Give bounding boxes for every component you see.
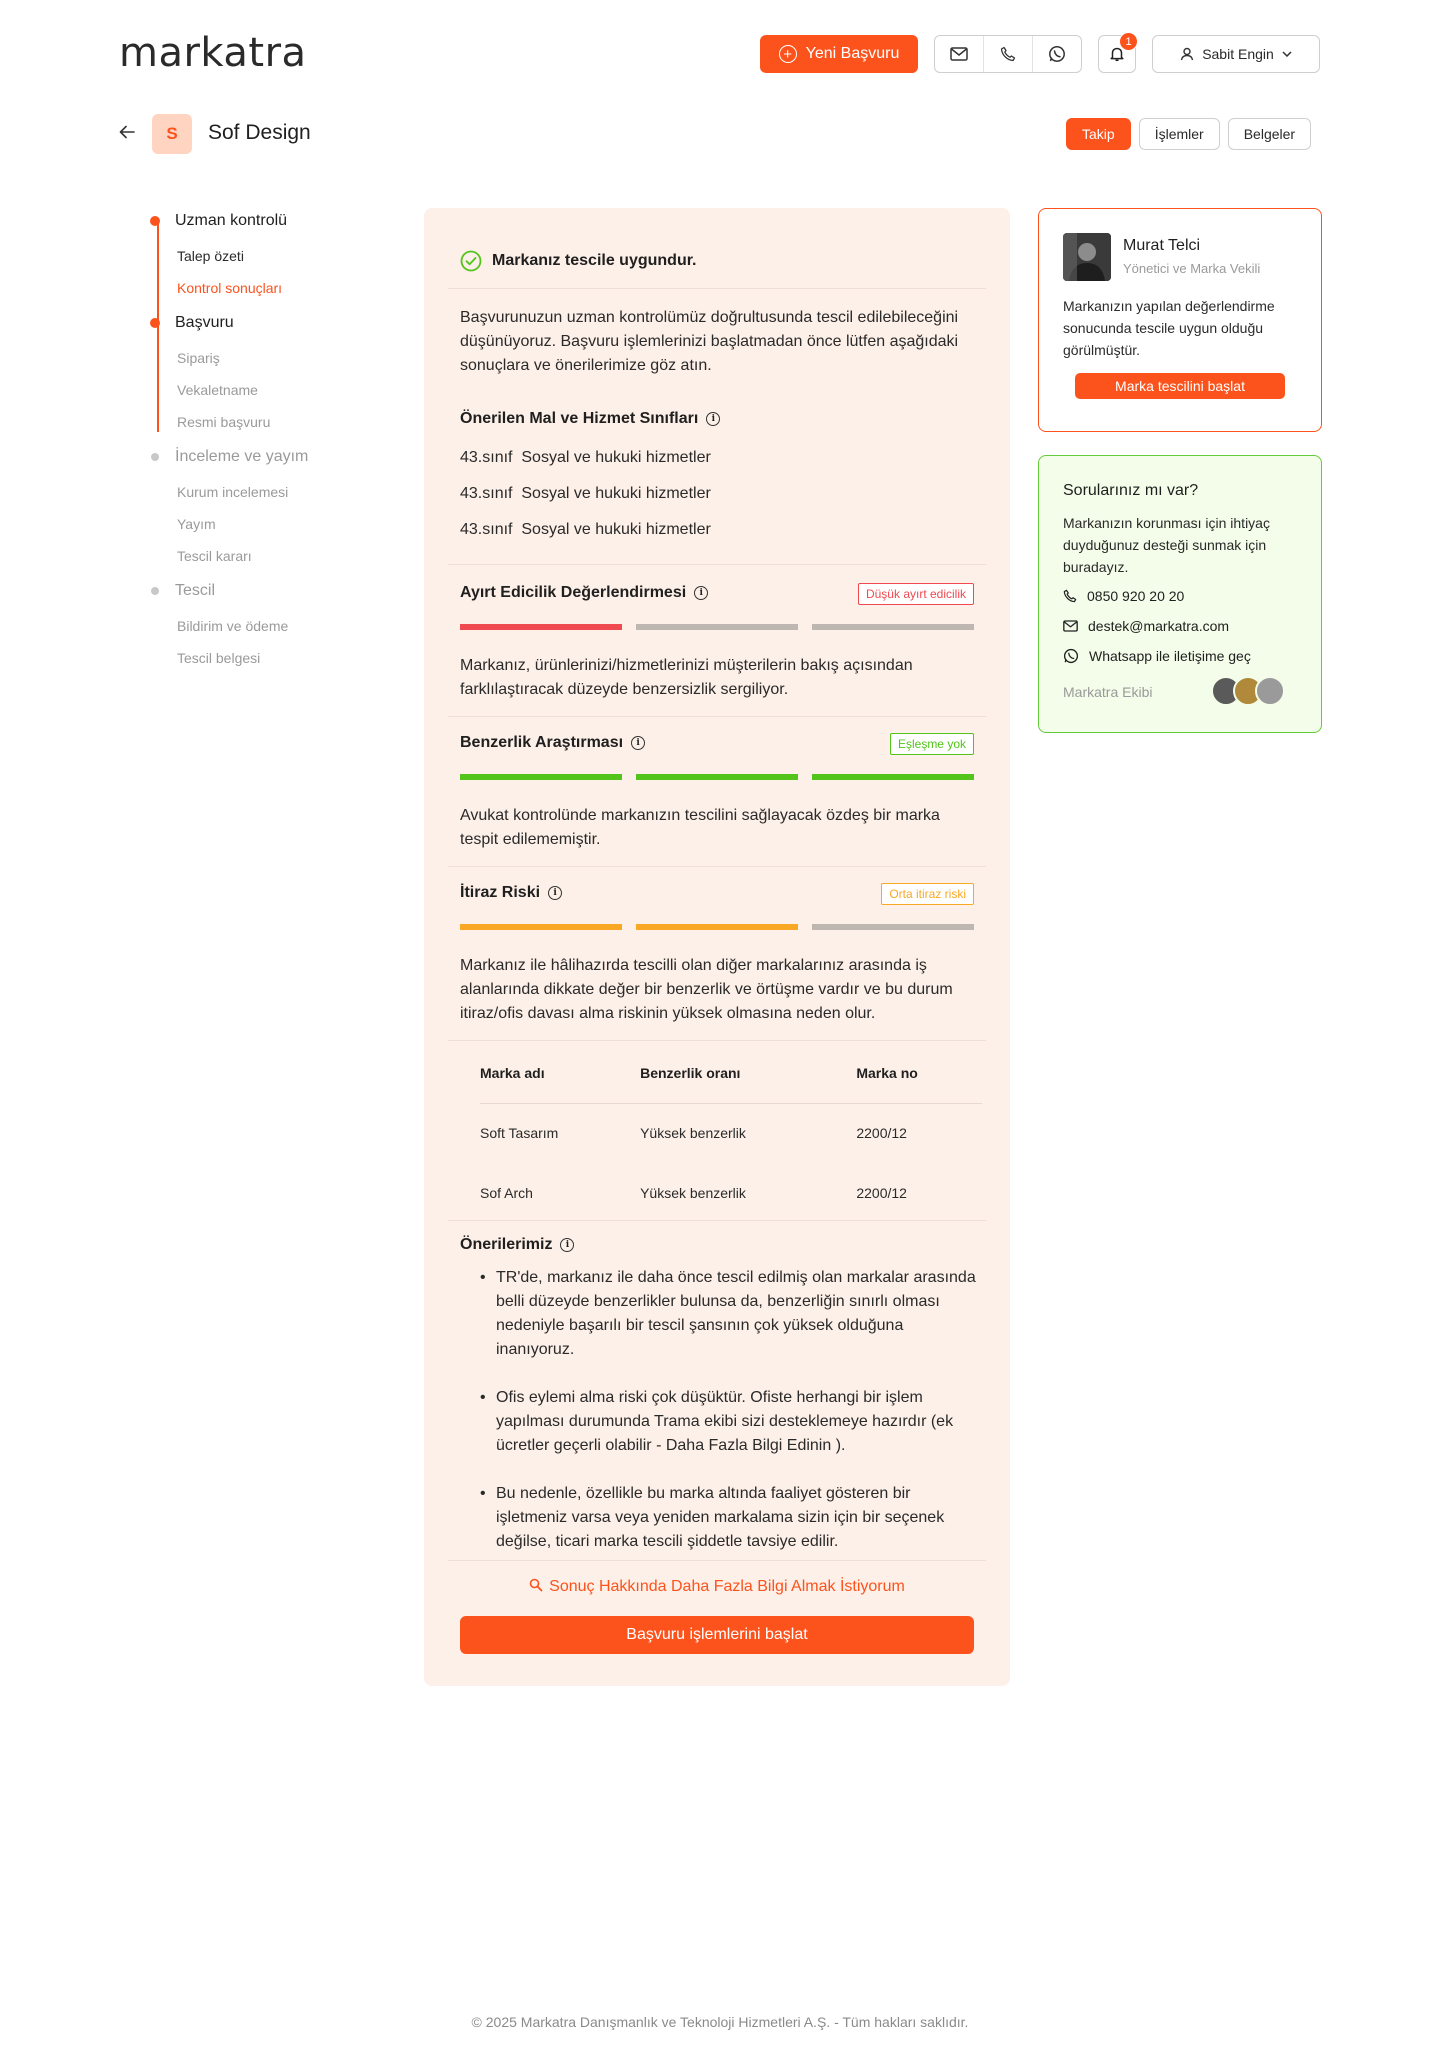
objection-title: İtiraz Riski: [460, 884, 541, 901]
class-item: 43.sınıf Sosyal ve hukuki hizmetler: [460, 449, 711, 466]
column-header: Marka no: [856, 1043, 982, 1103]
brand-avatar: S: [152, 114, 192, 154]
user-name: Sabit Engin: [1202, 46, 1274, 62]
step-dot: [151, 587, 159, 595]
substep-kurum-incelemesi[interactable]: Kurum incelemesi: [177, 484, 289, 500]
intro-text: Başvurunuzun uzman kontrolümüz doğrultusunda tescil edilebileceğini düşünüyoruz. Başvuru işlemlerinizi başlatmadan önce lütfen aşağıdaki sonuçlara ve önerilerimize göz atın.: [460, 309, 959, 374]
similarity-bar-segment: [460, 774, 622, 780]
step-inceleme-ve-yayim[interactable]: [150, 448, 308, 466]
whatsapp-label: Whatsapp ile iletişime geç: [1089, 648, 1251, 664]
classes-heading: [460, 410, 720, 428]
classes-title: Önerilen Mal ve Hizmet Sınıfları: [460, 410, 699, 427]
substep-talep-ozeti[interactable]: Talep özeti: [177, 248, 244, 264]
step-dot: [150, 318, 160, 328]
info-icon[interactable]: i: [694, 586, 708, 600]
distinctiveness-badge: Düşük ayırt edicilik: [858, 583, 974, 605]
results-card: [424, 208, 1010, 1686]
objection-bar-segment: [460, 924, 622, 930]
help-phone[interactable]: [1063, 588, 1184, 604]
substep-tescil-karari[interactable]: Tescil kararı: [177, 548, 252, 564]
arrow-left-icon: [119, 125, 135, 139]
substep-siparis[interactable]: Sipariş: [177, 350, 220, 366]
table-cell: 2200/12: [856, 1185, 907, 1201]
objection-badge: Orta itiraz riski: [881, 883, 974, 905]
agent-name: Murat Telci: [1123, 237, 1201, 254]
logo[interactable]: markatra: [119, 30, 307, 76]
whatsapp-icon: [1048, 45, 1066, 63]
distinctiveness-heading: [460, 584, 708, 602]
step-uzman-kontrolu[interactable]: [150, 212, 287, 230]
substep-yayim[interactable]: Yayım: [177, 516, 216, 532]
column-header: Benzerlik oranı: [640, 1043, 856, 1103]
phone-button[interactable]: [984, 36, 1033, 72]
step-dot: [151, 453, 159, 461]
agent-avatar: [1063, 233, 1111, 281]
new-application-label: Yeni Başvuru: [805, 45, 900, 62]
user-icon: [1180, 47, 1194, 61]
recommendations-title: Önerilerimiz: [460, 1236, 553, 1253]
list-item: • Bu nedenle, özellikle bu marka altında faaliyet gösteren bir işletmeniz varsa veya yeniden markalama sizin için bir seçenek değilse, ticari marka tescili şiddetle tavsiye edilir.: [472, 1482, 982, 1554]
similarity-text: Avukat kontrolünde markanızın tescilini sağlayacak özdeş bir marka tespit edilememiştir.: [460, 807, 940, 848]
similarity-title: Benzerlik Araştırması: [460, 734, 624, 751]
divider: [448, 1560, 986, 1561]
objection-heading: [460, 884, 562, 902]
substep-resmi-basvuru[interactable]: Resmi başvuru: [177, 414, 271, 430]
divider: [448, 288, 986, 289]
step-label: Başvuru: [175, 314, 234, 331]
help-title: Sorularınız mı var?: [1063, 482, 1199, 499]
page-tabs: [1066, 118, 1311, 150]
distinctiveness-bar-segment: [812, 624, 974, 630]
page-title: Sof Design: [208, 121, 311, 144]
back-button[interactable]: [117, 122, 137, 142]
similarity-bar-segment: [636, 774, 798, 780]
footer-copyright: © 2025 Markatra Danışmanlık ve Teknoloji Hizmetleri A.Ş. - Tüm hakları saklıdır.: [471, 2014, 969, 2030]
team-label: Markatra Ekibi: [1063, 684, 1153, 700]
notification-badge: 1: [1119, 32, 1138, 51]
contact-button-group: [934, 35, 1082, 73]
step-basvuru[interactable]: [150, 314, 234, 332]
similar-marks-table: [480, 1043, 982, 1223]
recommendations-heading: [460, 1236, 574, 1254]
plus-circle-icon: +: [779, 45, 797, 63]
start-registration-button[interactable]: Marka tescilini başlat: [1075, 373, 1285, 399]
mail-icon: [1063, 620, 1078, 632]
class-item: 43.sınıf Sosyal ve hukuki hizmetler: [460, 485, 711, 502]
user-menu-button[interactable]: [1152, 35, 1320, 73]
help-email[interactable]: [1063, 618, 1229, 634]
phone-icon: [1063, 589, 1077, 603]
table-header-row: [480, 1043, 982, 1103]
similarity-badge: Eşleşme yok: [890, 733, 974, 755]
help-whatsapp[interactable]: [1063, 648, 1251, 664]
objection-bar-segment: [636, 924, 798, 930]
phone-number: 0850 920 20 20: [1087, 588, 1185, 604]
recommendations-list: [472, 1266, 982, 1578]
list-item: • TR'de, markanız ile daha önce tescil edilmiş olan markalar arasında belli düzeyde benzerlikler bulunsa da, benzerliğin sınırlı olması nedeniyle başarılı bir tescil şansının çok yüksek olduğuna inanıyoruz.: [472, 1266, 982, 1362]
step-label: İnceleme ve yayım: [175, 448, 309, 465]
agent-card: [1038, 208, 1322, 432]
info-icon[interactable]: i: [706, 412, 720, 426]
team-avatars: [1219, 676, 1285, 706]
column-header: Marka adı: [480, 1043, 640, 1103]
distinctiveness-bar-segment: [460, 624, 622, 630]
step-label: Tescil: [175, 582, 216, 599]
info-icon[interactable]: i: [548, 886, 562, 900]
chevron-down-icon: [1282, 51, 1292, 57]
distinctiveness-title: Ayırt Edicilik Değerlendirmesi: [460, 584, 687, 601]
substep-tescil-belgesi[interactable]: Tescil belgesi: [177, 650, 261, 666]
objection-bar-segment: [812, 924, 974, 930]
avatar: [1255, 676, 1285, 706]
email-address: destek@markatra.com: [1088, 618, 1230, 634]
mail-icon: [950, 47, 968, 61]
substep-bildirim-ve-odeme[interactable]: Bildirim ve ödeme: [177, 618, 289, 634]
divider: [448, 716, 986, 717]
similarity-bar-segment: [812, 774, 974, 780]
distinctiveness-text: Markanız, ürünlerinizi/hizmetlerinizi müşterilerin bakış açısından farklılaştıracak düzeyde benzersizlik sergiliyor.: [460, 657, 913, 698]
mail-button[interactable]: [935, 36, 984, 72]
more-info-label: Sonuç Hakkında Daha Fazla Bilgi Almak İstiyorum: [549, 1578, 905, 1595]
tab-belgeler[interactable]: Belgeler: [1228, 118, 1311, 150]
similarity-heading: [460, 734, 645, 752]
agent-message: Markanızın yapılan değerlendirme sonucunda tescile uygun olduğu görülmüştür.: [1063, 298, 1275, 358]
table-cell: 2200/12: [856, 1125, 907, 1142]
check-circle-icon: [460, 250, 482, 272]
agent-role: Yönetici ve Marka Vekili: [1123, 261, 1261, 276]
list-item: • Ofis eylemi alma riski çok düşüktür. Ofiste herhangi bir işlem yapılması durumunda Trama ekibi sizi desteklemeye hazırdır (ek ücretler geçerli olabilir - Daha Fazla Bilgi Edinin ).: [472, 1386, 982, 1458]
divider: [448, 564, 986, 565]
help-card: [1038, 455, 1322, 733]
status-row: [460, 250, 697, 272]
whatsapp-icon: [1063, 648, 1079, 664]
substep-kontrol-sonuclari[interactable]: Kontrol sonuçları: [177, 280, 283, 296]
substep-vekaletname[interactable]: Vekaletname: [177, 382, 258, 398]
info-icon[interactable]: i: [631, 736, 645, 750]
info-icon[interactable]: i: [560, 1238, 574, 1252]
help-text: Markanızın korunması için ihtiyaç duyduğunuz desteği sunmak için buradayız.: [1063, 515, 1270, 575]
step-dot: [150, 216, 160, 226]
phone-icon: [1000, 46, 1016, 62]
table-row: [480, 1103, 982, 1163]
status-text: Markanız tescile uygundur.: [492, 252, 697, 269]
step-label: Uzman kontrolü: [175, 212, 288, 229]
more-info-link[interactable]: [424, 1578, 1010, 1596]
table-cell: Yüksek benzerlik: [640, 1125, 746, 1142]
divider: [448, 1220, 986, 1221]
table-cell: Soft Tasarım: [480, 1125, 559, 1142]
distinctiveness-bar-segment: [636, 624, 798, 630]
table-row: [480, 1163, 982, 1223]
divider: [448, 866, 986, 867]
tab-islemler[interactable]: İşlemler: [1139, 118, 1220, 150]
table-cell: Yüksek benzerlik: [640, 1185, 746, 1201]
start-application-button[interactable]: Başvuru işlemlerini başlat: [460, 1616, 974, 1654]
whatsapp-button[interactable]: [1033, 36, 1081, 72]
objection-text: Markanız ile hâlihazırda tescilli olan diğer markalarınız arasında iş alanlarında dikkate değer bir benzerlik ve örtüşme vardır ve bu durum itiraz/ofis davası alma riskinin yüksek olmasına neden olur.: [460, 957, 953, 1022]
divider: [448, 1040, 986, 1041]
class-item: 43.sınıf Sosyal ve hukuki hizmetler: [460, 521, 711, 538]
step-tescil[interactable]: [150, 582, 215, 600]
new-application-button[interactable]: [760, 35, 918, 73]
table-cell: Sof Arch: [480, 1185, 533, 1201]
search-icon: [529, 1578, 543, 1592]
tab-takip[interactable]: Takip: [1066, 118, 1131, 150]
